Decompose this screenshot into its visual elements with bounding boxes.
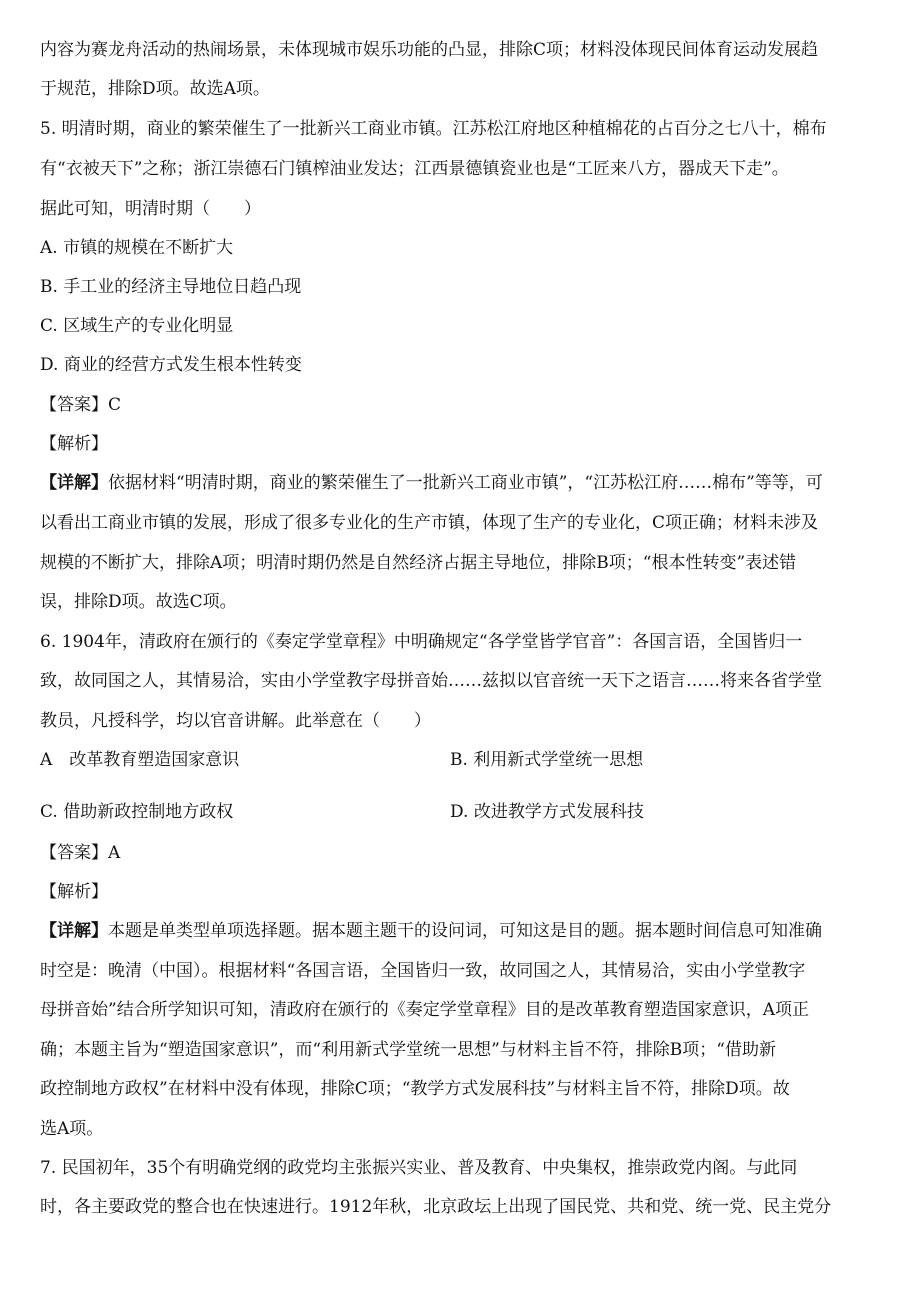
q6-stem-line: 教员，凡授科学，均以官音讲解。此举意在（ ） [40, 711, 431, 731]
q4-tail-line: 于规范，排除D项。故选A项。 [40, 79, 270, 99]
q7-stem-line: 7. 民国初年，35个有明确党纲的政党均主张振兴实业、普及教育、中央集权，推崇政党内阁。与此同 [40, 1158, 798, 1178]
q5-option-d: D. 商业的经营方式发生根本性转变 [40, 355, 302, 375]
answer-value: A [108, 843, 121, 863]
q6-detail-line: 母拼音始”结合所学知识可知，清政府在颁行的《奏定学堂章程》目的是改革教育塑造国家意识，A项正 [40, 1000, 809, 1020]
q5-detail-line: 规模的不断扩大，排除A项；明清时期仍然是自然经济占据主导地位，排除B项；“根本性转变”表述错 [40, 553, 797, 573]
q6-analysis-label: 【解析】 [40, 882, 108, 902]
q6-detail-line: 政控制地方政权”在材料中没有体现，排除C项；“教学方式发展科技”与材料主旨不符，排除D项。故 [40, 1079, 790, 1099]
q6-option-b: B. 利用新式学堂统一思想 [450, 750, 644, 770]
q4-tail-line: 内容为赛龙舟活动的热闹场景，未体现城市娱乐功能的凸显，排除C项；材料没体现民间体育运动发展趋 [40, 40, 819, 60]
q5-option-a: A. 市镇的规模在不断扩大 [40, 238, 234, 258]
answer-label: 【答案】 [40, 395, 108, 415]
q5-option-b: B. 手工业的经济主导地位日趋凸现 [40, 277, 302, 297]
q5-stem-line: 5. 明清时期，商业的繁荣催生了一批新兴工商业市镇。江苏松江府地区种植棉花的占百分之七八十，棉布 [40, 119, 827, 139]
q6-option-c: C. 借助新政控制地方政权 [40, 802, 234, 822]
answer-value: C [108, 395, 122, 415]
q5-stem-line: 有“衣被天下”之称；浙江崇德石门镇榨油业发达；江西景德镇瓷业也是“工匠来八方，器成天下走”。 [40, 159, 789, 179]
q6-detail-line: 时空是：晚清（中国）。根据材料“各国言语，全国皆归一致，故同国之人，其情易洽，实由小学堂教字 [40, 961, 806, 981]
answer-label: 【答案】 [40, 843, 108, 863]
q6-detail-line: 确；本题主旨为“塑造国家意识”，而“利用新式学堂统一思想”与材料主旨不符，排除B项；“借助新 [40, 1040, 776, 1060]
q5-option-c: C. 区域生产的专业化明显 [40, 316, 234, 336]
detail-label: 【详解】 [40, 473, 108, 493]
q7-stem-line: 时，各主要政党的整合也在快速进行。1912年秋，北京政坛上出现了国民党、共和党、统一党、民主党分 [40, 1197, 832, 1217]
q5-detail-line: 误，排除D项。故选C项。 [40, 592, 237, 612]
q6-answer [40, 841, 860, 865]
q6-option-d: D. 改进教学方式发展科技 [450, 802, 644, 822]
q6-detail-line [40, 919, 860, 943]
detail-text: 依据材料“明清时期，商业的繁荣催生了一批新兴工商业市镇”，“江苏松江府……棉布”等等，可 [108, 473, 823, 493]
q6-option-a: A 改革教育塑造国家意识 [40, 750, 240, 770]
q5-detail-line: 以看出工商业市镇的发展，形成了很多专业化的生产市镇，体现了生产的专业化，C项正确；材料未涉及 [40, 513, 819, 533]
detail-text: 本题是单类型单项选择题。据本题主题干的设问词，可知这是目的题。据本题时间信息可知准确 [108, 921, 822, 941]
q5-detail-line [40, 471, 860, 495]
q6-stem-line: 致，故同国之人，其情易洽，实由小学堂教字母拼音始……兹拟以官音统一天下之语言……将来各省学堂 [40, 671, 822, 691]
q6-detail-line: 选A项。 [40, 1119, 104, 1139]
q5-stem-line: 据此可知，明清时期（ ） [40, 199, 261, 219]
q5-answer [40, 393, 860, 417]
q5-analysis-label: 【解析】 [40, 434, 108, 454]
q6-stem-line: 6. 1904年，清政府在颁行的《奏定学堂章程》中明确规定“各学堂皆学官音”：各国言语，全国皆归一 [40, 632, 803, 652]
detail-label: 【详解】 [40, 921, 108, 941]
